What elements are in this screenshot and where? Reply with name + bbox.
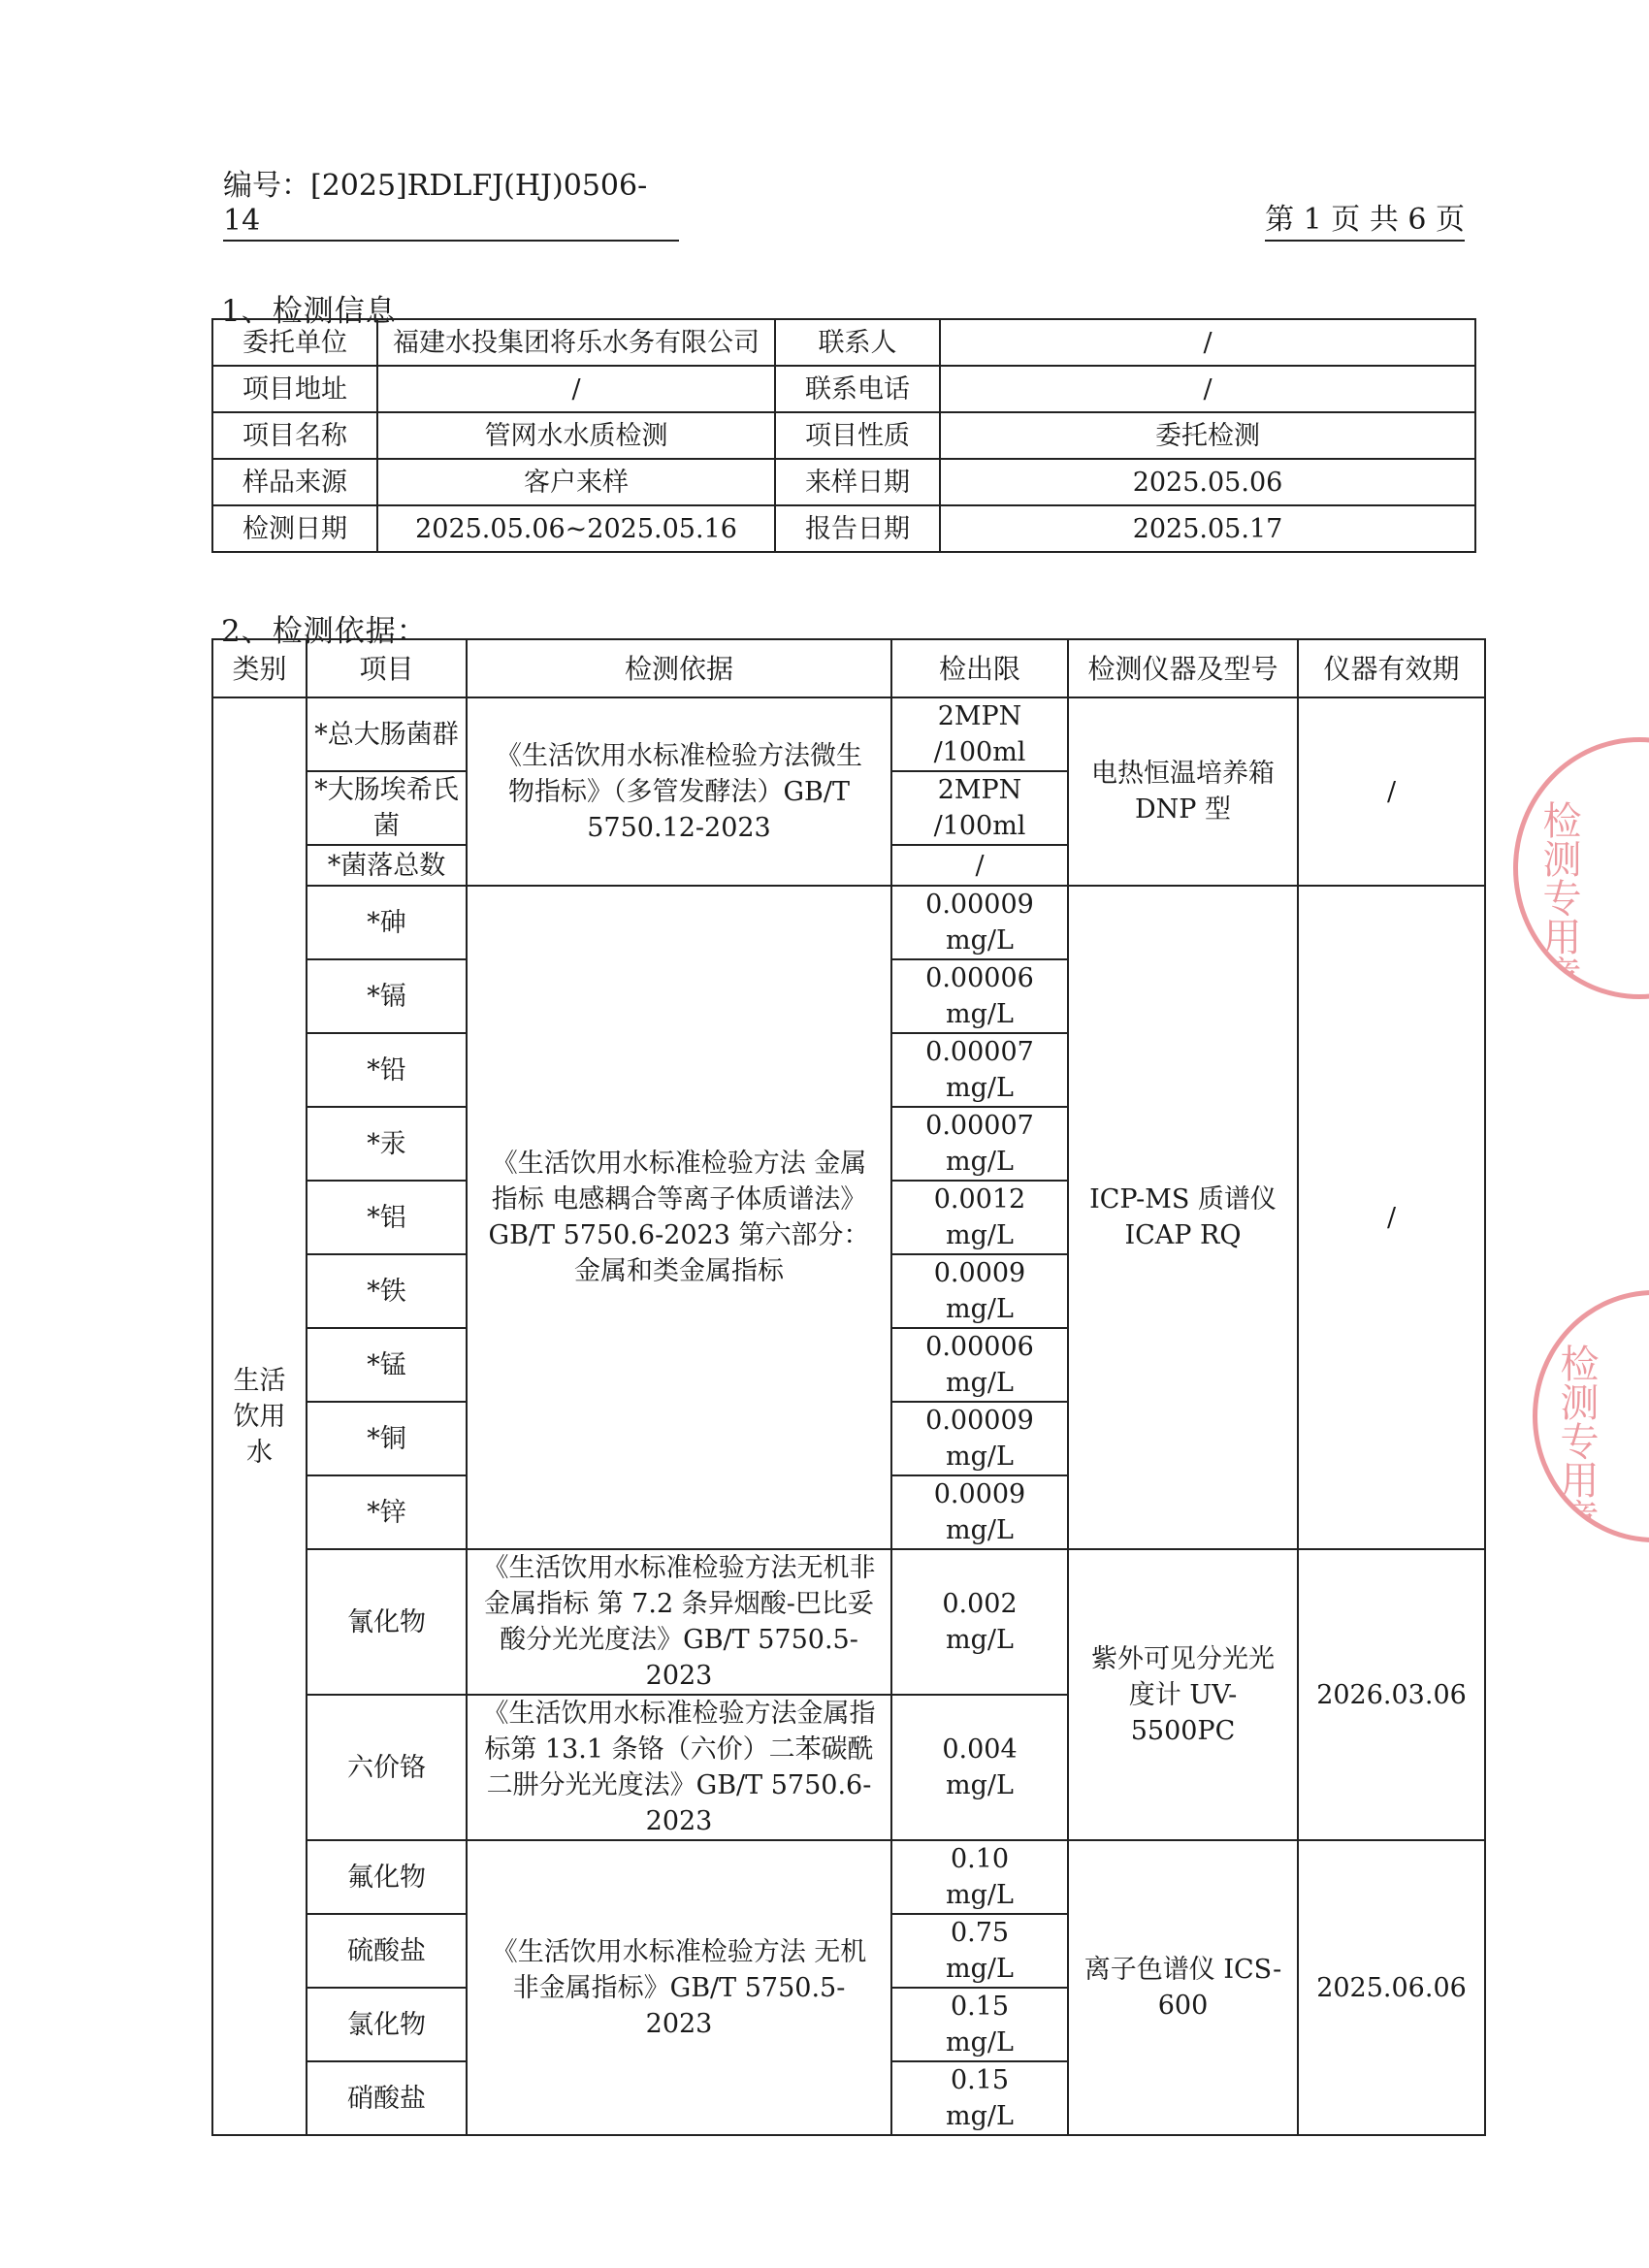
basis-row — [212, 886, 1485, 959]
field-value: 2025.05.06 — [940, 459, 1475, 505]
item-name: *铝 — [307, 1181, 467, 1254]
info-row — [212, 319, 1475, 366]
detection-limit: 0.75 mg/L — [891, 1914, 1068, 1988]
item-name: 硝酸盐 — [307, 2061, 467, 2135]
field-label: 项目性质 — [775, 412, 940, 459]
item-name: *砷 — [307, 886, 467, 959]
item-name: *汞 — [307, 1107, 467, 1181]
detection-limit: 0.0009 mg/L — [891, 1254, 1068, 1328]
col-limit-header: 检出限 — [891, 639, 1068, 697]
field-label: 委托单位 — [212, 319, 377, 366]
detection-limit: 0.004 mg/L — [891, 1695, 1068, 1840]
item-name: *大肠埃希氏菌 — [307, 771, 467, 845]
detection-limit: 2MPN /100ml — [891, 771, 1068, 845]
field-value: / — [940, 319, 1475, 366]
col-validity-header: 仪器有效期 — [1298, 639, 1485, 697]
item-name: 氟化物 — [307, 1840, 467, 1914]
detection-limit: / — [891, 845, 1068, 886]
basis-row — [212, 1549, 1485, 1695]
page-header — [223, 169, 1465, 242]
section-2-title: 2、检测依据： — [221, 614, 428, 649]
col-instrument-header: 检测仪器及型号 — [1068, 639, 1298, 697]
info-row — [212, 412, 1475, 459]
detection-limit: 0.0009 mg/L — [891, 1475, 1068, 1549]
detection-limit: 0.00009 mg/L — [891, 886, 1068, 959]
item-name: 氰化物 — [307, 1549, 467, 1695]
info-row — [212, 505, 1475, 552]
basis-text: 《生活饮用水标准检验方法 无机非金属指标》GB/T 5750.5-2023 — [467, 1840, 891, 2135]
instrument-validity: / — [1298, 886, 1485, 1549]
item-name: *铜 — [307, 1402, 467, 1475]
field-label: 联系电话 — [775, 366, 940, 412]
instrument-validity: 2026.03.06 — [1298, 1549, 1485, 1840]
basis-row — [212, 1840, 1485, 1914]
col-basis-header: 检测依据 — [467, 639, 891, 697]
item-name: *总大肠菌群 — [307, 697, 467, 771]
detection-limit: 0.15 mg/L — [891, 1988, 1068, 2061]
item-name: *锰 — [307, 1328, 467, 1402]
item-name: *铁 — [307, 1254, 467, 1328]
instrument: ICP-MS 质谱仪 ICAP RQ — [1068, 886, 1298, 1549]
item-name: 氯化物 — [307, 1988, 467, 2061]
detection-limit: 0.00006 mg/L — [891, 1328, 1068, 1402]
detection-limit: 0.00007 mg/L — [891, 1033, 1068, 1107]
detection-limit: 0.002 mg/L — [891, 1549, 1068, 1695]
instrument-validity: / — [1298, 697, 1485, 886]
basis-text: 《生活饮用水标准检验方法 金属指标 电感耦合等离子体质谱法》GB/T 5750.6-2023 第六部分：金属和类金属指标 — [467, 886, 891, 1549]
field-value: 2025.05.17 — [940, 505, 1475, 552]
field-label: 项目地址 — [212, 366, 377, 412]
info-row — [212, 366, 1475, 412]
item-name: *锌 — [307, 1475, 467, 1549]
basis-row — [212, 697, 1485, 771]
field-value: 委托检测 — [940, 412, 1475, 459]
page-indicator: 第 1 页 共 6 页 — [1265, 195, 1465, 242]
field-label: 项目名称 — [212, 412, 377, 459]
basis-table — [211, 638, 1486, 2136]
item-name: *菌落总数 — [307, 845, 467, 886]
info-table — [211, 318, 1476, 553]
field-label: 样品来源 — [212, 459, 377, 505]
basis-text: 《生活饮用水标准检验方法微生物指标》（多管发酵法）GB/T 5750.12-2023 — [467, 697, 891, 886]
upper-seal-text: 检测专用章 — [1536, 800, 1581, 994]
field-value: / — [940, 366, 1475, 412]
item-name: 硫酸盐 — [307, 1914, 467, 1988]
field-value: / — [377, 366, 775, 412]
upper-seal-stamp — [1513, 737, 1649, 999]
field-label: 检测日期 — [212, 505, 377, 552]
detection-limit: 2MPN /100ml — [891, 697, 1068, 771]
detection-limit: 0.00009 mg/L — [891, 1402, 1068, 1475]
detection-limit: 0.0012 mg/L — [891, 1181, 1068, 1254]
field-label: 来样日期 — [775, 459, 940, 505]
basis-text: 《生活饮用水标准检验方法无机非金属指标 第 7.2 条异烟酸-巴比妥酸分光光度法》GB/T 5750.5-2023 — [467, 1549, 891, 1695]
document-number: 编号：[2025]RDLFJ(HJ)0506-14 — [223, 161, 679, 242]
instrument: 电热恒温培养箱 DNP 型 — [1068, 697, 1298, 886]
field-value: 管网水水质检测 — [377, 412, 775, 459]
item-name: *镉 — [307, 959, 467, 1033]
field-value: 福建水投集团将乐水务有限公司 — [377, 319, 775, 366]
basis-header-row — [212, 639, 1485, 697]
info-row — [212, 459, 1475, 505]
col-item-header: 项目 — [307, 639, 467, 697]
detection-limit: 0.00007 mg/L — [891, 1107, 1068, 1181]
field-value: 2025.05.06~2025.05.16 — [377, 505, 775, 552]
instrument: 紫外可见分光光度计 UV-5500PC — [1068, 1549, 1298, 1840]
section-1-title: 1、检测信息 — [221, 294, 397, 329]
item-name: 六价铬 — [307, 1695, 467, 1840]
lower-seal-stamp — [1533, 1290, 1649, 1542]
col-category-header: 类别 — [212, 639, 307, 697]
detection-limit: 0.10 mg/L — [891, 1840, 1068, 1914]
instrument: 离子色谱仪 ICS-600 — [1068, 1840, 1298, 2135]
category-cell: 生活饮用水 — [212, 697, 307, 2135]
lower-seal-text: 检测专用章 — [1554, 1344, 1599, 1538]
field-value: 客户来样 — [377, 459, 775, 505]
item-name: *铅 — [307, 1033, 467, 1107]
field-label: 联系人 — [775, 319, 940, 366]
basis-text: 《生活饮用水标准检验方法金属指标第 13.1 条铬（六价）二苯碳酰二肼分光光度法》GB/T 5750.6-2023 — [467, 1695, 891, 1840]
detection-limit: 0.15 mg/L — [891, 2061, 1068, 2135]
field-label: 报告日期 — [775, 505, 940, 552]
detection-limit: 0.00006 mg/L — [891, 959, 1068, 1033]
instrument-validity: 2025.06.06 — [1298, 1840, 1485, 2135]
